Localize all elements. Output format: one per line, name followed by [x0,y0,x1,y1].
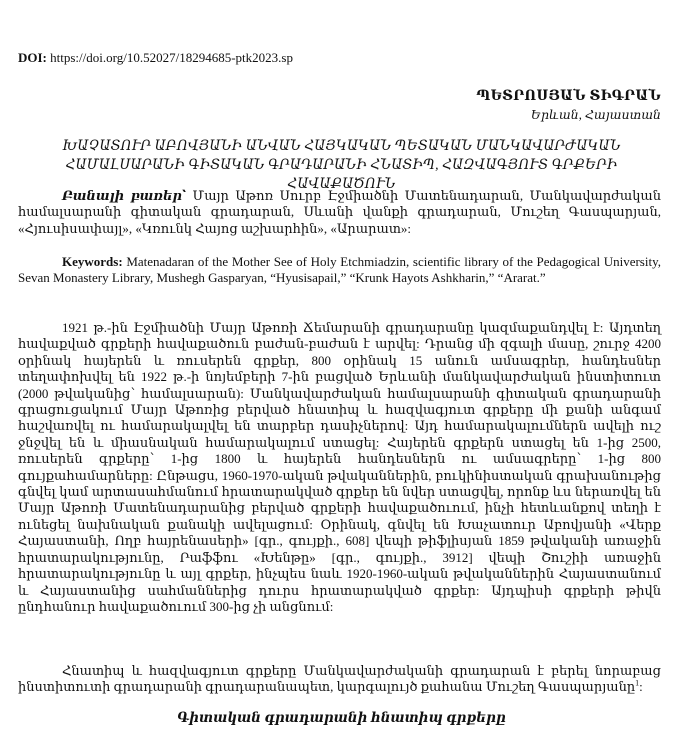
doi-link[interactable]: https://doi.org/10.52027/18294685-ptk2023.sp [50,50,293,65]
paper-title [40,136,643,193]
keywords-english [18,254,661,287]
paper-title-line-1: ԽԱՉԱՏՈՒՐ ԱԲՈՎՅԱՆԻ ԱՆՎԱՆ ՀԱՅԿԱԿԱՆ ՊԵՏԱԿԱՆ ՄԱՆԿԱՎԱՐԺԱԿԱՆ [62,138,621,153]
body-paragraph-2-text: Հնատիպ և հազվագյուտ գրքերը Մանկավարժականի գրադարան է բերել նորաբաց ինստիտուտի գրադարանի գրադարանապետ, կարգալույծ քահանա Մուշեղ Գասպարյանը [18,663,661,695]
author-place: Երևան, Հայաստան [530,108,661,122]
section-heading: Գիտական գրադարանի հնատիպ գրքերը [177,710,506,725]
keywords-armenian-text: Մայր Աթոռ Սուրբ Էջմիածնի Մատենադարան, Մանկավարժական համալսարանի գիտական գրադարան, Սևանի վանքի գրադարան, Մուշեղ Գասպարյան, «Հյուսիսափայլ», «Կռունկ Հայոց աշխարհին», «Արարատ»: [18,188,661,236]
author-name: ՊԵՏՐՈՍՅԱՆ ՏԻԳՐԱՆ [476,88,661,103]
keywords-english-text: Matenadaran of the Mother See of Holy Etchmiadzin, scientific library of the Pedagogical University, Sevan Monastery Library, Mushegh Gasparyan, “Hyusisapail,” “Krunk Hayots Ashkharin,” “Ararat.” [18,254,661,286]
doi-line [18,50,293,66]
body-paragraph-2 [18,663,661,696]
keywords-armenian [18,188,661,237]
paper-title-line-2: ՀԱՄԱԼՍԱՐԱՆԻ ԳԻՏԱԿԱՆ ԳՐԱԴԱՐԱՆԻ ՀՆԱՏԻՊ, ՀԱԶՎԱԳՅՈՒՏ ԳՐՔԵՐԻ ՀԱՎԱՔԱԾՈՒՆ [65,157,618,191]
body-paragraph-2-end: : [639,679,643,695]
body-paragraph-1: 1921 թ.-ին Էջմիածնի Մայր Աթոռի Ճեմարանի գրադարանը կազմաքանդվել է: Այդտեղ հավաքված գրքերի հավաքածուն բաժան-բաժան է արվել: Դրանց մի զգալի մասը, շուրջ 4200 օրինակ հայերեն և ռուսերեն գրքեր, 800 օրինակ 15 անուն ամսագրեր, հանդեսներ տեղափոխվել են 1922 թ.-ի նոյեմբերի 7-ին բացված Երևանի մանկավարժական ինստիտուտ (2000 թվականից՝ համալսարան): Մանկավարժական համալսարանի գիտական գրադարանի գրացուցակում Մայր Աթոռից բերված հնատիպ և հազվագյուտ գրքերը մի քանի անգամ հաշվառվել ու համարակալվել են տարբեր դասիչներով: Այդ համարակալումներն ավելի ուշ ջնջվել են և միասնական համարակալում ստացել: Հայերեն գրքերն ստացել են 1-ից 2500, ռուսերեն գրքերը՝ 1-ից 1800 և հայերեն հանդեսներն ու ամսագրերը՝ 1-ից 800 գույքահամարները: Ընթացս, 1960-1970-ական թվականներին, բուկինիստական գրախանութից գնվել կամ արտասահմանում հրատարակված գրքեր են նվեր ստացվել, որոնք ևս ներառվել են Մայր Աթոռի Մատենադարանից բերված գրքերի հավաքածուում, ինչի հետևանքով տեղի է ունեցել նախնական քանակի ավելացում: Օրինակ, գնվել են Խաչատուր Աբովյանի «Վերք Հայաստանի, Ողբ հայրենասերի» [գր., գույքի., 608] վեպի թիֆլիսյան 1859 թվականի առաջին հրատարակությունը, Րաֆֆու «Խենթը» [գր., գույքի., 3912] վեպի Շուշիի առաջին հրատարակությունը և այլ գրքեր, ինչպես նաև 1920-1960-ական թվականներին Հայաստանում և Հայաստանից սահմաններից դուրս հրատարակված գրքեր: Այդպիսի գրքերի թիվն ընդհանուր հավաքածուում 300-ից չի անցնում: [18,320,661,614]
keywords-armenian-label: Բանալի բառեր՝ [62,188,187,203]
keywords-english-label: Keywords: [62,254,123,269]
footnote-marker[interactable]: 1 [635,679,640,689]
author-block [476,88,661,123]
doi-label: DOI: [18,50,47,65]
